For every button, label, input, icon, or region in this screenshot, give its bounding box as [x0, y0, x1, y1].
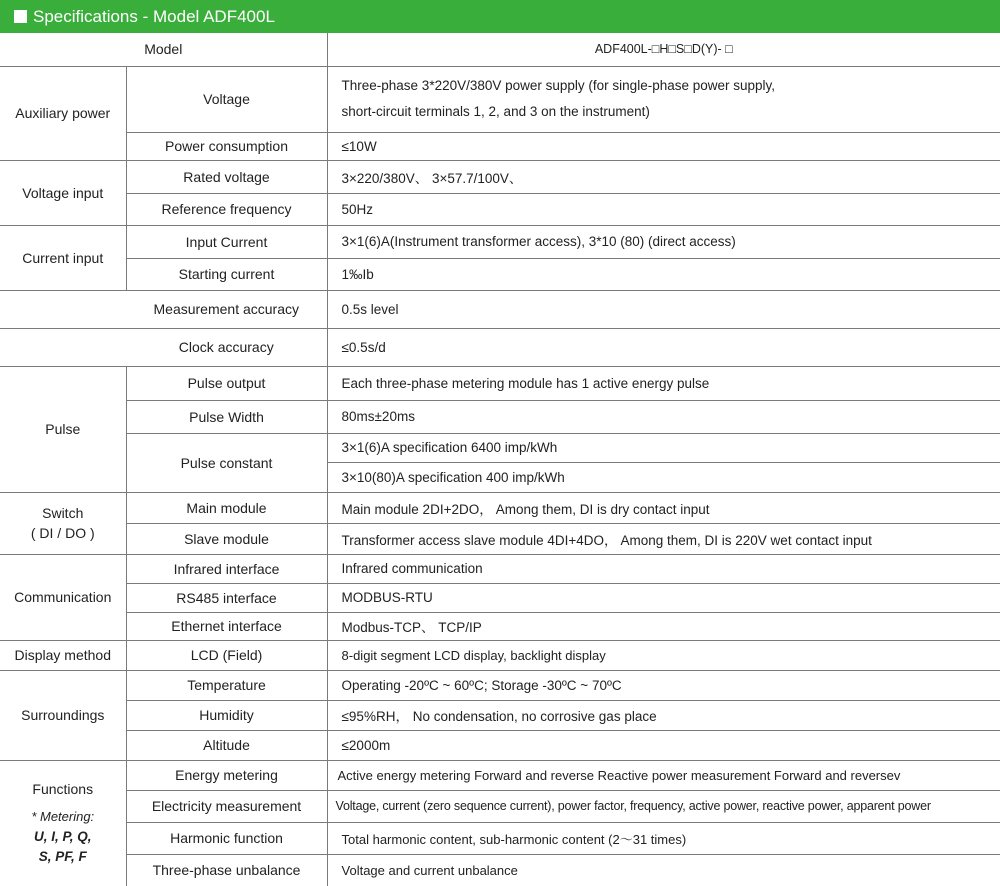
starting-current-label: Starting current: [126, 258, 327, 290]
table-row: [0, 193, 1000, 225]
measurement-accuracy-label: Measurement accuracy: [0, 290, 327, 328]
electricity-measurement-value: Voltage, current (zero sequence current), power factor, frequency, active power, reactive power, apparent power: [327, 790, 1000, 822]
energy-metering-value: Active energy metering Forward and reverse Reactive power measurement Forward and reversev: [327, 760, 1000, 790]
table-row: [0, 66, 1000, 132]
lcd-field-label: LCD (Field): [126, 640, 327, 670]
measurement-accuracy-value: 0.5s level: [327, 290, 1000, 328]
humidity-label: Humidity: [126, 700, 327, 730]
aux-voltage-label: Voltage: [126, 66, 327, 132]
input-current-value: 3×1(6)A(Instrument transformer access), 3*10 (80) (direct access): [327, 225, 1000, 258]
pulse-width-value: 80ms±20ms: [327, 400, 1000, 433]
page-title: Specifications - Model ADF400L: [33, 6, 275, 26]
three-phase-unbalance-label: Three-phase unbalance: [126, 854, 327, 886]
table-row: [0, 670, 1000, 700]
temperature-label: Temperature: [126, 670, 327, 700]
three-phase-unbalance-value: Voltage and current unbalance: [341, 862, 518, 878]
input-current-label: Input Current: [126, 225, 327, 258]
slave-module-value: Transformer access slave module 4DI+4DO， Among them, DI is 220V wet contact input: [327, 523, 1000, 554]
energy-metering-label: Energy metering: [126, 760, 327, 790]
table-row: [0, 612, 1000, 640]
altitude-value: ≤2000m: [327, 730, 1000, 760]
switch-label: Switch ( DI / DO ): [0, 492, 126, 554]
pulse-output-value: Each three-phase metering module has 1 active energy pulse: [327, 366, 1000, 400]
electricity-measurement-label: Electricity measurement: [126, 790, 327, 822]
pulse-constant-label: Pulse constant: [126, 433, 327, 492]
display-method-value: 8-digit segment LCD display, backlight display: [327, 640, 1000, 670]
clock-accuracy-label: Clock accuracy: [0, 328, 327, 366]
voltage-input-label: Voltage input: [0, 160, 126, 225]
table-row: [0, 554, 1000, 583]
harmonic-function-label: Harmonic function: [126, 822, 327, 854]
reference-frequency-value: 50Hz: [327, 193, 1000, 225]
table-row: [0, 328, 1000, 366]
square-bullet-icon: [14, 10, 27, 23]
ethernet-interface-value: Modbus-TCP、 TCP/IP: [327, 612, 1000, 640]
pulse-output-label: Pulse output: [126, 366, 327, 400]
table-row: [0, 433, 1000, 462]
infrared-interface-value: Infrared communication: [327, 554, 1000, 583]
pulse-label: Pulse: [0, 366, 126, 492]
rs485-interface-value: MODBUS-RTU: [327, 583, 1000, 612]
slave-module-label: Slave module: [126, 523, 327, 554]
aux-power-label: Auxiliary power: [0, 66, 126, 160]
table-row: [0, 225, 1000, 258]
pulse-constant-value-1: 3×1(6)A specification 6400 imp/kWh: [327, 433, 1000, 462]
spec-table: [0, 33, 1000, 886]
communication-label: Communication: [0, 554, 126, 640]
table-row: [0, 790, 1000, 822]
starting-current-value: 1‰Ib: [327, 258, 1000, 290]
table-row: [0, 290, 1000, 328]
altitude-label: Altitude: [126, 730, 327, 760]
table-row: [0, 583, 1000, 612]
power-consumption-label: Power consumption: [126, 132, 327, 160]
current-input-label: Current input: [0, 225, 126, 290]
surroundings-label: Surroundings: [0, 670, 126, 760]
main-module-label: Main module: [126, 492, 327, 523]
table-row: [0, 760, 1000, 790]
table-row: [0, 730, 1000, 760]
display-method-label: Display method: [0, 640, 126, 670]
table-row: [0, 132, 1000, 160]
spec-header: [0, 0, 1000, 33]
harmonic-function-value: Total harmonic content, sub-harmonic content (2～31 times): [327, 822, 1000, 854]
table-row: [0, 400, 1000, 433]
table-row: [0, 854, 1000, 886]
model-value: ADF400L-□H□S□D(Y)- □: [327, 33, 1000, 66]
table-row: [0, 160, 1000, 193]
temperature-value: Operating -20ºC ~ 60ºC; Storage -30ºC ~ 70ºC: [327, 670, 1000, 700]
infrared-interface-label: Infrared interface: [126, 554, 327, 583]
ethernet-interface-label: Ethernet interface: [126, 612, 327, 640]
model-label: Model: [0, 33, 327, 66]
rated-voltage-value: 3×220/380V、 3×57.7/100V、: [327, 160, 1000, 193]
table-row: [0, 523, 1000, 554]
reference-frequency-label: Reference frequency: [126, 193, 327, 225]
main-module-value: Main module 2DI+2DO， Among them, DI is dry contact input: [327, 492, 1000, 523]
aux-voltage-value: Three-phase 3*220V/380V power supply (for single-phase power supply, short-circuit terminals 1, 2, and 3 on the instrument): [327, 66, 1000, 132]
pulse-constant-value-2: 3×10(80)A specification 400 imp/kWh: [327, 462, 1000, 492]
table-row: [0, 700, 1000, 730]
humidity-value: ≤95%RH， No condensation, no corrosive gas place: [327, 700, 1000, 730]
pulse-width-label: Pulse Width: [126, 400, 327, 433]
table-row: [0, 366, 1000, 400]
clock-accuracy-value: ≤0.5s/d: [327, 328, 1000, 366]
rated-voltage-label: Rated voltage: [126, 160, 327, 193]
table-row: [0, 492, 1000, 523]
table-row: [0, 640, 1000, 670]
functions-label: Functions * Metering: U, I, P, Q, S, PF, F: [0, 760, 126, 886]
rs485-interface-label: RS485 interface: [126, 583, 327, 612]
power-consumption-value: ≤10W: [327, 132, 1000, 160]
table-row: [0, 33, 1000, 66]
table-row: [0, 258, 1000, 290]
table-row: [0, 822, 1000, 854]
